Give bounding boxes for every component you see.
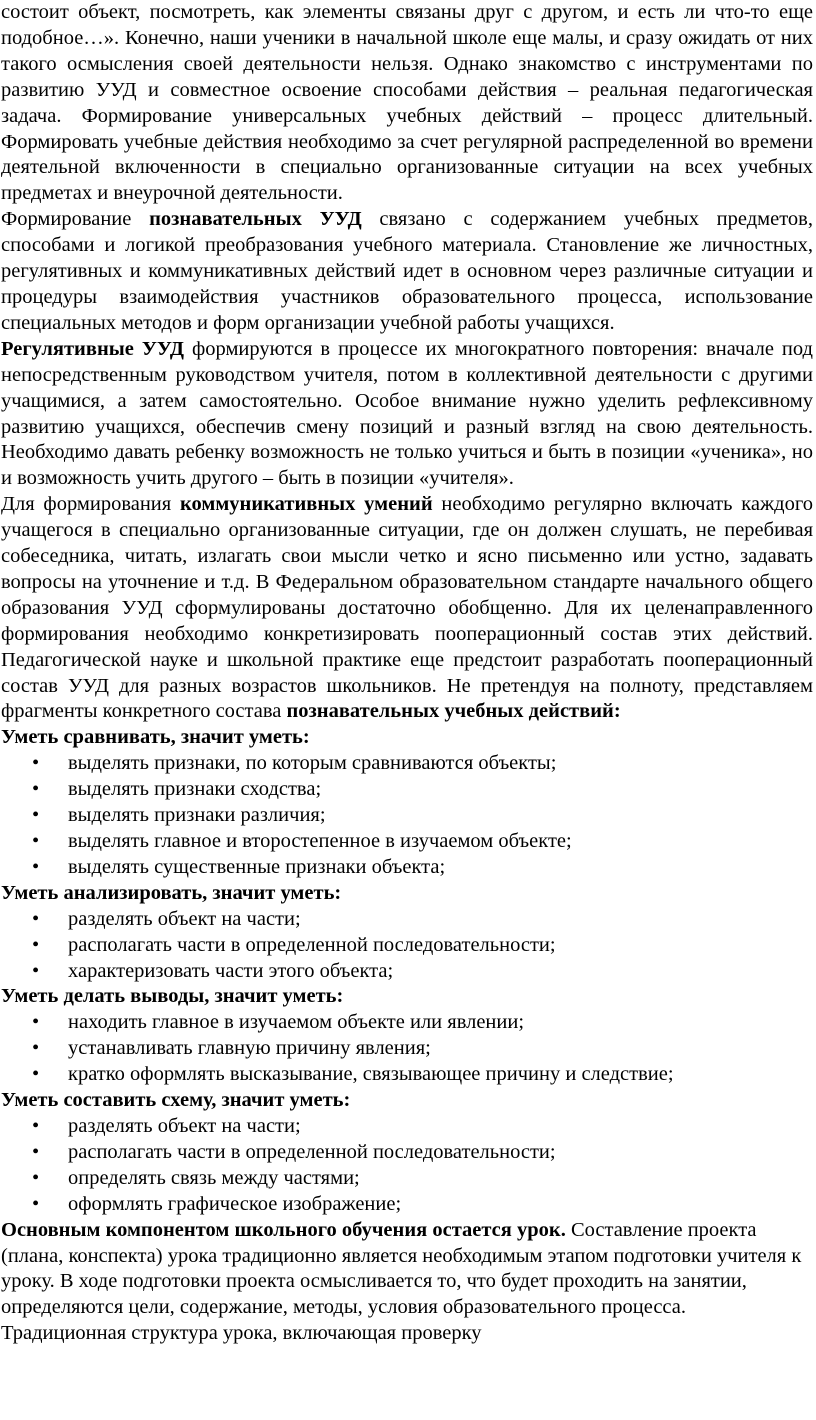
paragraph-regulative-text: формируются в процессе их многократного повторения: вначале под непосредственным руководством учителя, потом в коллективной деятельности с другими учащимися, а затем самостоятельно. Особое внимание нужно уделить рефлексивному развитию учащихся, обеспечив смену позиций и разный взгляд на свою деятельность. Необходимо давать ребенку возможность не только учиться и быть в позиции «ученика», но и возможность учить другого – быть в позиции «учителя». xyxy=(1,337,813,490)
term-regulative-uud: Регулятивные УУД xyxy=(1,337,184,360)
bullet-list xyxy=(1,1010,813,1088)
section-scheme xyxy=(1,1088,813,1218)
list-item: • определять связь между частями; xyxy=(1,1166,813,1192)
list-item: • располагать части в определенной последовательности; xyxy=(1,933,813,959)
paragraph-intro: состоит объект, посмотреть, как элементы связаны друг с другом, и есть ли что-то еще подобное…». Конечно, наши ученики в начальной школе еще малы, и сразу ожидать от них такого осмысления своей деятельности нельзя. Однако знакомство с инструментами по развитию УУД и совместное освоение способами действия – реальная педагогическая задача. Формирование универсальных учебных действий – процесс длительный. Формировать учебные действия необходимо за счет регулярной распределенной во времени деятельной включенности в специально организованные ситуации на всех учебных предметах и внеурочной деятельности. xyxy=(1,1,813,205)
list-item: • выделять признаки сходства; xyxy=(1,777,813,803)
section-analyze xyxy=(1,881,813,985)
bullet-list xyxy=(1,1114,813,1218)
paragraph-cognitive-lead: Формирование xyxy=(1,208,150,231)
term-cognitive-uud: познавательных УУД xyxy=(149,208,362,231)
paragraph-lesson-text: Составление проекта (плана, конспекта) урока традиционно является необходимым этапом подготовки учителя к уроку. В ходе подготовки проекта осмысливается то, что будет проходить на занятии, определяются цели, содержание, методы, условия образовательного процесса. Традиционная структура урока, включающая проверку xyxy=(1,1218,802,1345)
bullet-list xyxy=(1,751,813,881)
paragraph-communicative-lead: Для формирования xyxy=(1,493,180,516)
list-item: • располагать части в определенной последовательности; xyxy=(1,1140,813,1166)
list-item: • выделять признаки, по которым сравниваются объекты; xyxy=(1,751,813,777)
list-item: • выделять главное и второстепенное в изучаемом объекте; xyxy=(1,829,813,855)
section-heading: Уметь сравнивать, значит уметь: xyxy=(1,726,310,749)
term-communicative-skills: коммуникативных умений xyxy=(179,493,433,516)
list-item: • разделять объект на части; xyxy=(1,1114,813,1140)
list-item: • выделять признаки различия; xyxy=(1,803,813,829)
section-heading: Уметь делать выводы, значит уметь: xyxy=(1,985,344,1008)
paragraph-cognitive-text: связано с содержанием учебных предметов, способами и логикой преобразования учебного материала. Становление же личностных, регулятивных и коммуникативных действий идет в основном через различные ситуации и процедуры взаимодействия участников образовательного процесса, использование специальных методов и форм организации учебной работы учащихся. xyxy=(1,208,813,334)
term-lesson: Основным компонентом школьного обучения остается урок. xyxy=(1,1218,566,1241)
paragraph-cognitive xyxy=(1,207,813,337)
section-heading: Уметь анализировать, значит уметь: xyxy=(1,881,342,904)
list-item: • выделять существенные признаки объекта; xyxy=(1,855,813,881)
paragraph-communicative xyxy=(1,492,813,725)
list-item: • находить главное в изучаемом объекте или явлении; xyxy=(1,1010,813,1036)
list-item: • оформлять графическое изображение; xyxy=(1,1192,813,1218)
section-heading: Уметь составить схему, значит уметь: xyxy=(1,1089,351,1112)
section-compare xyxy=(1,725,813,880)
term-cognitive-actions: познавательных учебных действий: xyxy=(286,700,621,723)
paragraph-communicative-text: необходимо регулярно включать каждого учащегося в специально организованные ситуации, где он должен слушать, не перебивая собеседника, читать, излагать свои мысли четко и ясно письменно или устно, задавать вопросы на уточнение и т.д. В Федеральном образовательном стандарте начального общего образования УУД сформулированы достаточно обобщенно. Для их целенаправленного формирования необходимо конкретизировать пооперационный состав этих действий. Педагогической науке и школьной практике еще предстоит разработать пооперационный состав УУД для разных возрастов школьников. Не претендуя на полноту, представляем фрагменты конкретного состава xyxy=(1,493,813,723)
bullet-list xyxy=(1,907,813,985)
paragraph-regulative xyxy=(1,337,813,492)
list-item: • кратко оформлять высказывание, связывающее причину и следствие; xyxy=(1,1062,813,1088)
list-item: • устанавливать главную причину явления; xyxy=(1,1036,813,1062)
section-conclusions xyxy=(1,984,813,1088)
list-item: • разделять объект на части; xyxy=(1,907,813,933)
paragraph-lesson xyxy=(1,1218,813,1348)
list-item: • характеризовать части этого объекта; xyxy=(1,959,813,985)
